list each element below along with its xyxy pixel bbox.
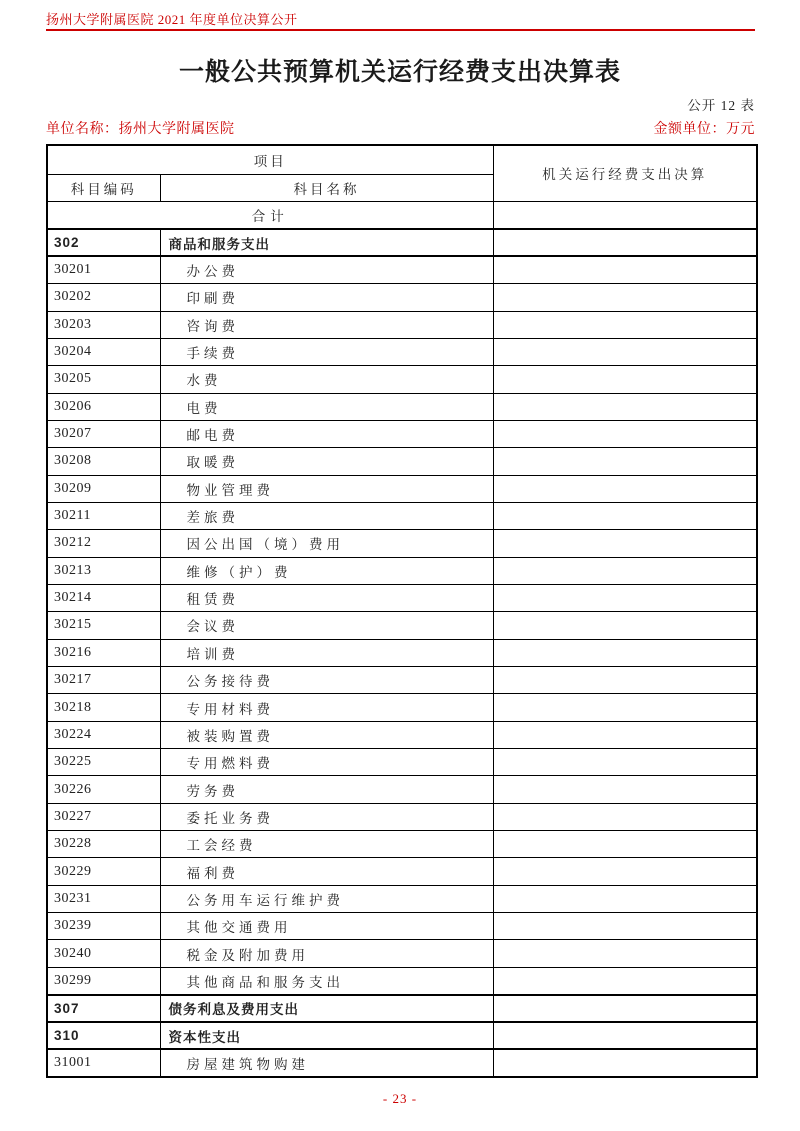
table-row bbox=[47, 995, 757, 1022]
value-cell bbox=[493, 749, 757, 776]
value-cell bbox=[493, 967, 757, 994]
name-cell: 债务利息及费用支出 bbox=[160, 995, 493, 1022]
header-rule bbox=[46, 29, 755, 31]
code-cell: 30205 bbox=[47, 366, 160, 393]
name-cell: 专用材料费 bbox=[160, 694, 493, 721]
value-cell bbox=[493, 284, 757, 311]
value-cell bbox=[493, 366, 757, 393]
table-row bbox=[47, 229, 757, 256]
value-cell bbox=[493, 803, 757, 830]
name-cell: 被装购置费 bbox=[160, 721, 493, 748]
code-cell: 30215 bbox=[47, 612, 160, 639]
page-title: 一般公共预算机关运行经费支出决算表 bbox=[178, 59, 621, 86]
unit-name-label: 单位名称：扬州大学附属医院 bbox=[46, 122, 235, 137]
value-cell bbox=[493, 1049, 757, 1076]
code-cell: 30216 bbox=[47, 639, 160, 666]
name-cell: 商品和服务支出 bbox=[160, 229, 493, 256]
value-cell bbox=[493, 694, 757, 721]
table-row bbox=[47, 366, 757, 393]
value-cell bbox=[493, 502, 757, 529]
code-cell: 30228 bbox=[47, 831, 160, 858]
table-row bbox=[47, 639, 757, 666]
name-cell: 物业管理费 bbox=[160, 475, 493, 502]
name-cell: 委托业务费 bbox=[160, 803, 493, 830]
table-row bbox=[47, 831, 757, 858]
code-cell: 30207 bbox=[47, 420, 160, 447]
table-row bbox=[47, 393, 757, 420]
name-cell: 公务用车运行维护费 bbox=[160, 885, 493, 912]
code-cell: 30206 bbox=[47, 393, 160, 420]
value-cell bbox=[493, 557, 757, 584]
name-cell: 公务接待费 bbox=[160, 667, 493, 694]
value-cell bbox=[493, 584, 757, 611]
table-row bbox=[47, 448, 757, 475]
value-cell bbox=[493, 913, 757, 940]
col-header-code: 科目编码 bbox=[47, 174, 160, 201]
value-cell bbox=[493, 639, 757, 666]
header-row-project bbox=[47, 145, 757, 174]
code-cell: 30214 bbox=[47, 584, 160, 611]
code-cell: 30217 bbox=[47, 667, 160, 694]
total-value-cell bbox=[493, 201, 757, 229]
code-cell: 30201 bbox=[47, 256, 160, 283]
meta-row bbox=[46, 118, 755, 138]
value-cell bbox=[493, 776, 757, 803]
value-cell bbox=[493, 530, 757, 557]
col-header-value: 机关运行经费支出决算 bbox=[493, 145, 757, 201]
code-cell: 30231 bbox=[47, 885, 160, 912]
value-cell bbox=[493, 256, 757, 283]
budget-table bbox=[46, 144, 758, 1078]
value-cell bbox=[493, 229, 757, 256]
value-cell bbox=[493, 420, 757, 447]
name-cell: 资本性支出 bbox=[160, 1022, 493, 1049]
value-cell bbox=[493, 311, 757, 338]
name-cell: 福利费 bbox=[160, 858, 493, 885]
value-cell bbox=[493, 995, 757, 1022]
name-cell: 邮电费 bbox=[160, 420, 493, 447]
table-row bbox=[47, 557, 757, 584]
name-cell: 培训费 bbox=[160, 639, 493, 666]
table-row bbox=[47, 885, 757, 912]
code-cell: 302 bbox=[47, 229, 160, 256]
table-head bbox=[47, 145, 757, 229]
value-cell bbox=[493, 1022, 757, 1049]
table-row bbox=[47, 967, 757, 994]
name-cell: 其他商品和服务支出 bbox=[160, 967, 493, 994]
name-cell: 电费 bbox=[160, 393, 493, 420]
code-cell: 30224 bbox=[47, 721, 160, 748]
document-header-line: 扬州大学附属医院 2021 年度单位决算公开 bbox=[46, 12, 298, 27]
code-cell: 30202 bbox=[47, 284, 160, 311]
total-row bbox=[47, 201, 757, 229]
code-cell: 31001 bbox=[47, 1049, 160, 1076]
code-cell: 30227 bbox=[47, 803, 160, 830]
table-body bbox=[47, 229, 757, 1077]
name-cell: 工会经费 bbox=[160, 831, 493, 858]
value-cell bbox=[493, 475, 757, 502]
value-cell bbox=[493, 721, 757, 748]
name-cell: 水费 bbox=[160, 366, 493, 393]
name-cell: 税金及附加费用 bbox=[160, 940, 493, 967]
table-row bbox=[47, 612, 757, 639]
table-row bbox=[47, 420, 757, 447]
table-row bbox=[47, 530, 757, 557]
col-header-project: 项目 bbox=[47, 145, 493, 174]
table-row bbox=[47, 284, 757, 311]
name-cell: 会议费 bbox=[160, 612, 493, 639]
table-number-label: 公开 12 表 bbox=[687, 98, 755, 113]
code-cell: 30239 bbox=[47, 913, 160, 940]
table-row bbox=[47, 584, 757, 611]
name-cell: 维修（护）费 bbox=[160, 557, 493, 584]
value-cell bbox=[493, 338, 757, 365]
amount-unit-label: 金额单位：万元 bbox=[653, 122, 755, 137]
name-cell: 印刷费 bbox=[160, 284, 493, 311]
name-cell: 手续费 bbox=[160, 338, 493, 365]
value-cell bbox=[493, 940, 757, 967]
name-cell: 取暖费 bbox=[160, 448, 493, 475]
value-cell bbox=[493, 393, 757, 420]
table-row bbox=[47, 475, 757, 502]
code-cell: 307 bbox=[47, 995, 160, 1022]
code-cell: 30211 bbox=[47, 502, 160, 529]
name-cell: 租赁费 bbox=[160, 584, 493, 611]
name-cell: 专用燃料费 bbox=[160, 749, 493, 776]
value-cell bbox=[493, 612, 757, 639]
table-row bbox=[47, 256, 757, 283]
code-cell: 30240 bbox=[47, 940, 160, 967]
table-row bbox=[47, 721, 757, 748]
table-row bbox=[47, 858, 757, 885]
name-cell: 其他交通费用 bbox=[160, 913, 493, 940]
name-cell: 房屋建筑物购建 bbox=[160, 1049, 493, 1076]
col-header-name: 科目名称 bbox=[160, 174, 493, 201]
name-cell: 劳务费 bbox=[160, 776, 493, 803]
code-cell: 30299 bbox=[47, 967, 160, 994]
table-row bbox=[47, 1049, 757, 1076]
code-cell: 30208 bbox=[47, 448, 160, 475]
table-row bbox=[47, 311, 757, 338]
code-cell: 30203 bbox=[47, 311, 160, 338]
table-row bbox=[47, 940, 757, 967]
table-row bbox=[47, 694, 757, 721]
table-row bbox=[47, 913, 757, 940]
table-row bbox=[47, 667, 757, 694]
value-cell bbox=[493, 448, 757, 475]
code-cell: 30213 bbox=[47, 557, 160, 584]
total-label: 合计 bbox=[47, 201, 493, 229]
table-row bbox=[47, 803, 757, 830]
name-cell: 咨询费 bbox=[160, 311, 493, 338]
table-row bbox=[47, 749, 757, 776]
code-cell: 30218 bbox=[47, 694, 160, 721]
code-cell: 30204 bbox=[47, 338, 160, 365]
value-cell bbox=[493, 885, 757, 912]
code-cell: 30212 bbox=[47, 530, 160, 557]
name-cell: 办公费 bbox=[160, 256, 493, 283]
table-row bbox=[47, 502, 757, 529]
value-cell bbox=[493, 831, 757, 858]
name-cell: 差旅费 bbox=[160, 502, 493, 529]
code-cell: 30229 bbox=[47, 858, 160, 885]
value-cell bbox=[493, 667, 757, 694]
page-number: - 23 - bbox=[382, 1091, 418, 1106]
code-cell: 30225 bbox=[47, 749, 160, 776]
table-row bbox=[47, 338, 757, 365]
code-cell: 30209 bbox=[47, 475, 160, 502]
table-row bbox=[47, 776, 757, 803]
table-row bbox=[47, 1022, 757, 1049]
code-cell: 30226 bbox=[47, 776, 160, 803]
name-cell: 因公出国（境）费用 bbox=[160, 530, 493, 557]
code-cell: 310 bbox=[47, 1022, 160, 1049]
value-cell bbox=[493, 858, 757, 885]
